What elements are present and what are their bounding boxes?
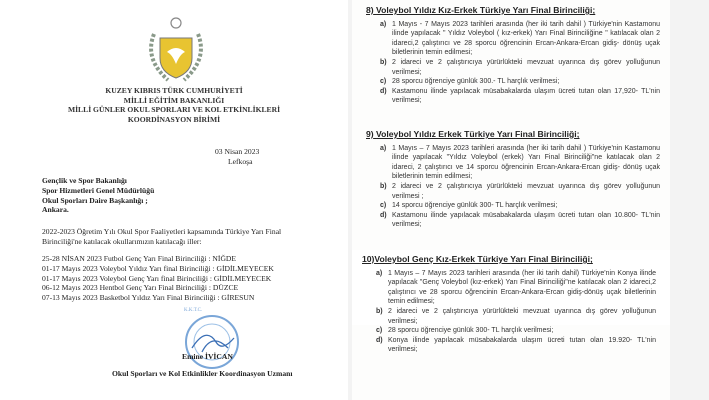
- item-text: 28 sporcu öğrenciye günlük 300- TL harçlık verilmesi;: [388, 327, 554, 335]
- item-letter: d): [380, 87, 387, 95]
- list-item: 06-12 Mayıs 2023 Hentbol Genç Yarı Final Birinciliği : DÜZCE: [42, 283, 239, 293]
- section-8: [366, 5, 660, 106]
- item-letter: a): [380, 144, 387, 152]
- item-text: 2 idareci ve 2 çalıştırıcıya yürürlükteki mevzuat uyarınca dış görev yolluğunun verilmesi ;: [392, 182, 660, 200]
- item-letter: d): [380, 211, 387, 219]
- item-text: Kastamonu ilinde yapılacak müsabakalarda ulaşım ücreti tutan olan 17,920- TL'nin verilmesi;: [392, 87, 660, 105]
- item-letter: b): [380, 182, 387, 190]
- section-title: 10)Voleybol Genç Kız-Erkek Türkiye Yarı Final Birinciliği;: [362, 254, 593, 264]
- addressee-line: Gençlik ve Spor Bakanlığı: [42, 176, 127, 185]
- section-title: 8) Voleybol Yıldız Kız-Erkek Türkiye Yarı Final Birinciliği;: [366, 5, 596, 15]
- list-item: 01-17 Mayıs 2023 Voleybol Yıldız Yarı final Birinciliği : GİDİLMEYECEK: [42, 263, 274, 273]
- official-stamp: [172, 312, 252, 370]
- header-line: MİLLİ EĞİTİM BAKANLIĞI: [123, 95, 225, 105]
- list-item: 25-28 NİSAN 2023 Futbol Genç Yarı Final Birinciliği : NİĞDE: [42, 254, 237, 263]
- item-text: 14 sporcu öğrenciye günlük 300- TL harçlık verilmesi;: [392, 202, 558, 210]
- item-text: 1 Mayıs – 7 Mayıs 2023 tarihleri arasında (her iki tarih dahil ) Türkiye'nin Kastamonu ilinde yapılacak "Yıldız Voleybol (erkek) Yarı Final Birinciliği"ne katılacak olan 2 idareci, 2 çalıştırıcı ve 14 sporcu öğrencinin Ercan-Ankara-Ercan gidiş- dönüş uçak biletlerinin temin edilmesi;: [392, 144, 660, 181]
- date: 03 Nisan 2023: [215, 147, 260, 156]
- stamp-text: K.K.T.C.: [184, 308, 203, 313]
- item-text: 2 idareci ve 2 çalıştırıcıya yürürlükteki mevzuat uyarınca dış görev yolluğunun verilmesi;: [392, 58, 660, 76]
- section-10: [362, 254, 656, 355]
- letter-page: [0, 0, 348, 400]
- item-text: 1 Mayıs – 7 Mayıs 2023 tarihleri arasında (her iki tarih dahil) Türkiye'nin Konya ilinde yapılacak "Genç Voleybol (kız-erkek) Yarı Final Birinciliği"ne katılacak olan 2 idareci,2 çalıştırıcı ve 28 sporcu öğrencinin Ercan-Ankara-Ercan gidiş-dönüş uçak biletlerinin temin edilmesi;: [388, 269, 656, 306]
- place: Lefkoşa: [228, 157, 253, 166]
- coat-of-arms-logo: [140, 14, 212, 84]
- competition-list: [42, 254, 274, 303]
- letterhead: [0, 86, 348, 124]
- addressee-line: Okul Sporları Daire Başkanlığı ;: [42, 195, 148, 205]
- header-line: KUZEY KIBRIS TÜRK CUMHURİYETİ: [105, 86, 243, 95]
- header-line: MİLLİ GÜNLER OKUL SPORLARI VE KOL ETKİNLİKLERİ: [67, 105, 281, 114]
- addressee-line: Ankara.: [42, 205, 69, 215]
- item-letter: c): [380, 202, 387, 210]
- item-text: Kastamonu ilinde yapılacak müsabakalarda ulaşım ücreti tutarı olan 10.800- TL'nin verilmesi;: [392, 211, 660, 229]
- signer-title: Okul Sporları ve Kol Etkinlikler Koordinasyon Uzmanı: [112, 369, 293, 378]
- section-title: 9) Voleybol Yıldız Erkek Türkiye Yarı Final Birinciliği;: [366, 129, 580, 139]
- header-line: KOORDİNASYON BİRİMİ: [127, 114, 221, 124]
- item-letter: a): [380, 20, 387, 28]
- item-letter: c): [376, 327, 383, 335]
- item-letter: a): [376, 269, 383, 277]
- decision-page: [352, 0, 670, 400]
- item-letter: c): [380, 78, 387, 86]
- item-text: 2 idareci ve 2 çalıştırıcıya yürürlükteki mevzuat uyarınca dış görev yolluğunun verilmesi;: [388, 307, 656, 325]
- item-text: Konya ilinde yapılacak müsabakalarda ulaşım ücreti tutan olan 19.920- TL'nin verilmesi;: [388, 336, 656, 354]
- signer-name: Emine İVİCAN: [182, 352, 233, 361]
- item-letter: b): [376, 307, 383, 315]
- section-9: [366, 129, 660, 230]
- item-letter: b): [380, 58, 387, 66]
- addressee-line: Spor Hizmetleri Genel Müdürlüğü: [42, 185, 155, 195]
- item-letter: d): [376, 336, 383, 344]
- intro-paragraph: 2022-2023 Öğretim Yılı Okul Spor Faaliyetleri kapsamında Türkiye Yarı Final Birinciliği'ne katılacak okullarımızın katılacağı iller:: [42, 227, 282, 246]
- list-item: 07-13 Mayıs 2023 Basketbol Yıldız Yarı Final Birinciliği : GİRESUN: [42, 293, 255, 303]
- list-item: 01-17 Mayıs 2023 Voleybol Genç Yarı final Birinciliği : GİDİLMEYECEK: [42, 273, 272, 283]
- item-text: 28 sporcu öğrenciye günlük 300.- TL harçlık verilmesi;: [392, 78, 560, 86]
- item-text: 1 Mayıs - 7 Mayıs 2023 tarihleri arasında (her iki tarih dahil ) Türkiye'nin Kastamonu ilinde yapılacak " Yıldız Voleybol ( kız-erkek) Yarı Final Birinciliğine " katılacak olan 2 idareci,2 çalıştırıcı ve 28 sporcu öğrencinin Ercan-Ankara-Ercan gidiş- dönüş uçak biletlerinin temin edilmesi;: [392, 20, 660, 57]
- addressee: [42, 176, 154, 215]
